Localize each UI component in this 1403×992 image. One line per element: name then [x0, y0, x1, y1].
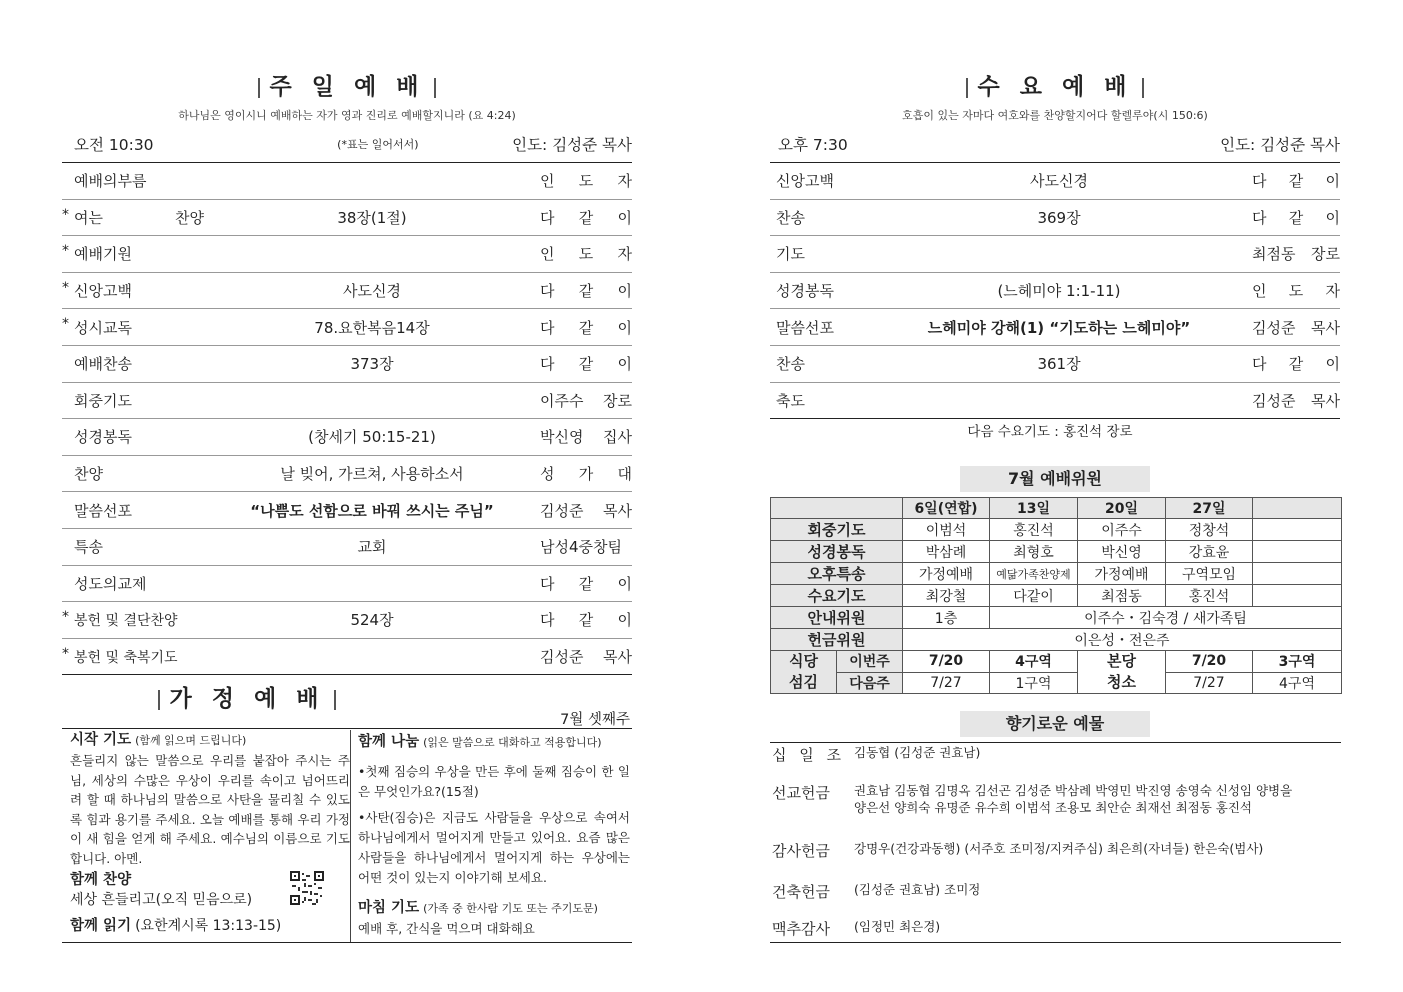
- stand-marker: *: [62, 243, 69, 260]
- sunday-row: [62, 492, 632, 529]
- sunday-leader: 인도: 김성준 목사: [512, 136, 632, 154]
- order-by: 박신영 집사: [540, 428, 632, 447]
- committee-cell: 홍진석: [1166, 585, 1253, 607]
- sunday-row: [62, 309, 632, 346]
- wednesday-row: [770, 309, 1340, 346]
- sunday-row: [62, 273, 632, 310]
- family-left-col: [70, 730, 350, 936]
- committee-cell: 이주수: [1078, 519, 1166, 541]
- gift-mission: 선교헌금 권효남 김동협 김명옥 김선곤 김성준 박삼례 박영민 박진영 송영숙 신성임 양병을 양은선 양희숙 유명준 유수희 이범석 조용모 최안순 최재선 최점동 홍진석: [772, 783, 1293, 815]
- committee-cell: 강효윤: [1166, 541, 1253, 563]
- sunday-verse: 하나님은 영이시니 예배하는 자가 영과 진리로 예배할지니라 (요 4:24): [178, 109, 516, 122]
- wednesday-leader: 인도: 김성준 목사: [1220, 136, 1340, 154]
- gift-tithe: 십 일 조 김동협 (김성준 권효남): [772, 745, 981, 764]
- meal-this-group: 4구역: [990, 651, 1078, 673]
- meal-next-week: 다음주: [837, 672, 903, 694]
- song-text: 세상 흔들리고(오직 믿음으로): [70, 892, 253, 908]
- committee-role: 성경봉독: [771, 541, 903, 563]
- order-by: 인 도 자: [540, 245, 632, 264]
- meal-this-date: 7/20: [903, 651, 990, 673]
- order-content: “나쁨도 선함으로 바꿔 쓰시는 주님”: [250, 501, 494, 520]
- committee-cell: [1253, 585, 1342, 607]
- order-content: 361장: [1037, 355, 1081, 374]
- order-name: 축도: [776, 391, 805, 410]
- order-by: 다 같 이: [540, 574, 632, 593]
- committee-role: 수요기도: [771, 585, 903, 607]
- committee-cell: 가정예배: [903, 563, 990, 585]
- order-by: 김성준 목사: [1252, 318, 1340, 337]
- sunday-row: [62, 639, 632, 676]
- song-title: 함께 찬양: [70, 872, 132, 888]
- meal-next-group: 1구역: [990, 672, 1078, 694]
- wednesday-next: 다음 수요기도 : 홍진석 장로: [967, 424, 1133, 440]
- order-content: 사도신경: [1030, 172, 1088, 191]
- stand-marker: *: [62, 206, 69, 223]
- order-name: 신앙고백: [74, 282, 132, 301]
- share-q1: •첫째 짐승의 우상을 만든 후에 둘째 짐승이 한 일은 무엇인가요?(15절): [358, 764, 630, 799]
- date-3: 20일: [1078, 498, 1166, 519]
- committee-cell: [1253, 541, 1342, 563]
- offering-names: 이은성・전은주: [903, 629, 1342, 651]
- clean-this-group: 3구역: [1253, 651, 1342, 673]
- order-name: 성경봉독: [776, 282, 834, 301]
- gifts-title: 향기로운 예물: [960, 711, 1150, 737]
- committee-table: [770, 497, 1341, 694]
- order-by: 인 도 자: [540, 172, 632, 191]
- sunday-time: 오전 10:30: [74, 136, 154, 154]
- gift-harvest: 맥추감사 (임정민 최은경): [772, 919, 941, 938]
- sunday-note: (*표는 일어서서): [337, 138, 419, 151]
- stand-marker: *: [62, 609, 69, 626]
- guide-names: 이주수・김숙경 / 새가족팀: [990, 607, 1342, 629]
- committee-cell: [1253, 563, 1342, 585]
- sunday-row: [62, 529, 632, 566]
- gift-thanks: 감사헌금 강명우(건강과동행) (서주호 조미정/지켜주심) 최은희(자녀들) 한은숙(범사): [772, 841, 1264, 860]
- order-name: 회중기도: [74, 391, 132, 410]
- order-name: 신앙고백: [776, 172, 834, 191]
- start-prayer-title: 시작 기도: [70, 732, 132, 748]
- sunday-header: [62, 132, 632, 156]
- order-name: 찬송: [776, 208, 805, 227]
- order-by: 최점동 장로: [1252, 245, 1340, 264]
- order-name: 봉헌 및 축복기도: [74, 649, 178, 666]
- qr-code[interactable]: [290, 871, 324, 905]
- wednesday-row: [770, 383, 1340, 420]
- sunday-row: [62, 236, 632, 273]
- order-by: 김성준 목사: [540, 501, 632, 520]
- sunday-order-list: [62, 163, 632, 675]
- stand-marker: *: [62, 645, 69, 662]
- order-by: 다 같 이: [1252, 355, 1340, 374]
- committee-role: 회중기도: [771, 519, 903, 541]
- order-name: 특송: [74, 538, 103, 557]
- order-content: 78.요한복음14장: [314, 318, 430, 337]
- order-by: 다 같 이: [1252, 172, 1340, 191]
- committee-cell: 홍진석: [990, 519, 1078, 541]
- wednesday-time: 오후 7:30: [778, 136, 848, 154]
- sunday-title: 주 일 예 배: [62, 68, 632, 101]
- sunday-row: [62, 383, 632, 420]
- committee-title: 7월 예배위원: [960, 466, 1150, 492]
- committee-cell: 구역모임: [1166, 563, 1253, 585]
- wednesday-row: [770, 346, 1340, 383]
- committee-role: 오후특송: [771, 563, 903, 585]
- date-4: 27일: [1166, 498, 1253, 519]
- order-by: 성 가 대: [540, 465, 632, 484]
- offering-label: 헌금위원: [771, 629, 903, 651]
- clean-label: 본당청소: [1078, 651, 1166, 694]
- end-prayer-text: 예배 후, 간식을 먹으며 대화해요: [358, 921, 535, 936]
- share-sub: (읽은 말씀으로 대화하고 적용합니다): [423, 736, 602, 749]
- order-name: 예배찬송: [74, 355, 132, 374]
- order-content: 날 빚어, 가르쳐, 사용하소서: [280, 465, 464, 484]
- wednesday-row: [770, 236, 1340, 273]
- order-name: 말씀선포: [776, 318, 834, 337]
- sunday-row: [62, 456, 632, 493]
- wednesday-row: [770, 163, 1340, 200]
- sunday-row: [62, 566, 632, 603]
- guide-floor: 1층: [903, 607, 990, 629]
- wednesday-row: [770, 273, 1340, 310]
- wednesday-row: [770, 200, 1340, 237]
- order-by: 김성준 목사: [540, 648, 632, 667]
- committee-cell: 예닮가족찬양제: [990, 563, 1078, 585]
- share-q2: •사탄(짐승)은 지금도 사람들을 우상으로 속여서 하나님에게서 멀어지게 만들고 있어요. 요즘 많은 사람들을 하나님에게서 멀어지게 하는 우상에는 어떤 것이 있는지 이야기해 보세요.: [358, 810, 630, 885]
- order-by: 다 같 이: [540, 282, 632, 301]
- family-title: 가 정 예 배: [62, 680, 432, 713]
- order-name: 찬양: [74, 465, 103, 484]
- date-2: 13일: [990, 498, 1078, 519]
- start-prayer-sub: (함께 읽으며 드립니다): [135, 734, 247, 747]
- order-by: 김성준 목사: [1252, 391, 1340, 410]
- committee-cell: 박신영: [1078, 541, 1166, 563]
- order-name: 성시교독: [74, 318, 132, 337]
- wednesday-header: [770, 132, 1340, 156]
- family-right-col: [358, 732, 630, 939]
- guide-label: 안내위원: [771, 607, 903, 629]
- committee-cell: 가정예배: [1078, 563, 1166, 585]
- committee-cell: 박삼례: [903, 541, 990, 563]
- order-content: 373장: [350, 355, 394, 374]
- order-name: 예배기원: [74, 245, 132, 264]
- order-by: 다 같 이: [540, 611, 632, 630]
- order-by: 다 같 이: [1252, 208, 1340, 227]
- committee-cell: 이범석: [903, 519, 990, 541]
- committee-cell: 최형호: [990, 541, 1078, 563]
- stand-marker: *: [62, 316, 69, 333]
- meal-label: 식당섬김: [771, 651, 837, 694]
- share-title: 함께 나눔: [358, 734, 420, 750]
- order-content: 524장: [350, 611, 394, 630]
- end-prayer-title: 마침 기도: [358, 900, 420, 916]
- read-text: (요한계시록 13:13-15): [135, 918, 282, 934]
- order-name: 찬송: [776, 355, 805, 374]
- end-prayer-sub: (가족 중 한사람 기도 또는 주기도문): [423, 902, 598, 915]
- order-content: 교회: [357, 538, 387, 557]
- order-name: 성도의교제: [74, 574, 147, 593]
- sunday-row: [62, 602, 632, 639]
- order-by: 이주수 장로: [540, 391, 632, 410]
- clean-next-date: 7/27: [1166, 672, 1253, 694]
- order-by: 다 같 이: [540, 208, 632, 227]
- order-content: (느헤미야 1:1-11): [997, 282, 1121, 301]
- order-by: 다 같 이: [540, 318, 632, 337]
- gift-building: 건축헌금 (김성준 권효남) 조미정: [772, 882, 981, 901]
- family-week: 7월 셋째주: [560, 712, 630, 728]
- sunday-row: [62, 346, 632, 383]
- order-name: 여는 찬양: [74, 208, 204, 227]
- date-1: 6일(연합): [903, 498, 990, 519]
- order-by: 다 같 이: [540, 355, 632, 374]
- wednesday-order-list: [770, 163, 1340, 419]
- stand-marker: *: [62, 279, 69, 296]
- order-content: 369장: [1037, 208, 1081, 227]
- committee-cell: 최강철: [903, 585, 990, 607]
- order-name: 봉헌 및 결단찬양: [74, 612, 178, 629]
- committee-cell: 최점동: [1078, 585, 1166, 607]
- gifts-list: [772, 744, 1340, 939]
- order-name: 기도: [776, 245, 805, 264]
- committee-cell: 다같이: [990, 585, 1078, 607]
- sunday-row: [62, 163, 632, 200]
- meal-this-week: 이번주: [837, 651, 903, 673]
- order-name: 예배의부름: [74, 172, 147, 191]
- order-by: 인 도 자: [1252, 282, 1340, 301]
- order-content: 사도신경: [343, 282, 401, 301]
- clean-this-date: 7/20: [1166, 651, 1253, 673]
- order-name: 성경봉독: [74, 428, 132, 447]
- read-title: 함께 읽기: [70, 918, 132, 934]
- order-content: (창세기 50:15-21): [308, 428, 436, 447]
- order-content: 38장(1절): [337, 208, 407, 227]
- order-name: 말씀선포: [74, 501, 132, 520]
- order-content: 느헤미야 강해(1) “기도하는 느헤미야”: [927, 318, 1191, 337]
- wednesday-verse: 호흡이 있는 자마다 여호와를 찬양할지어다 할렐루야(시 150:6): [902, 109, 1208, 122]
- committee-cell: [1253, 519, 1342, 541]
- order-by: 남성4중창팀: [540, 538, 622, 557]
- start-prayer-text: 흔들리지 않는 말씀으로 우리를 붙잡아 주시는 주님, 세상의 수많은 우상이 우리를 속이고 넘어뜨리려 할 때 하나님의 말씀으로 사탄을 물리칠 수 있도록 힘과 용기를 주세요. 오늘 예배를 통해 우리 가정이 새 힘을 얻게 해 주세요. 예수님의 이름으로 기도합니다. 아멘.: [70, 753, 350, 866]
- date-5: [1253, 498, 1342, 519]
- sunday-row: [62, 419, 632, 456]
- wednesday-title: 수 요 예 배: [770, 68, 1340, 101]
- sunday-row: [62, 200, 632, 237]
- committee-cell: 정창석: [1166, 519, 1253, 541]
- meal-next-date: 7/27: [903, 672, 990, 694]
- clean-next-group: 4구역: [1253, 672, 1342, 694]
